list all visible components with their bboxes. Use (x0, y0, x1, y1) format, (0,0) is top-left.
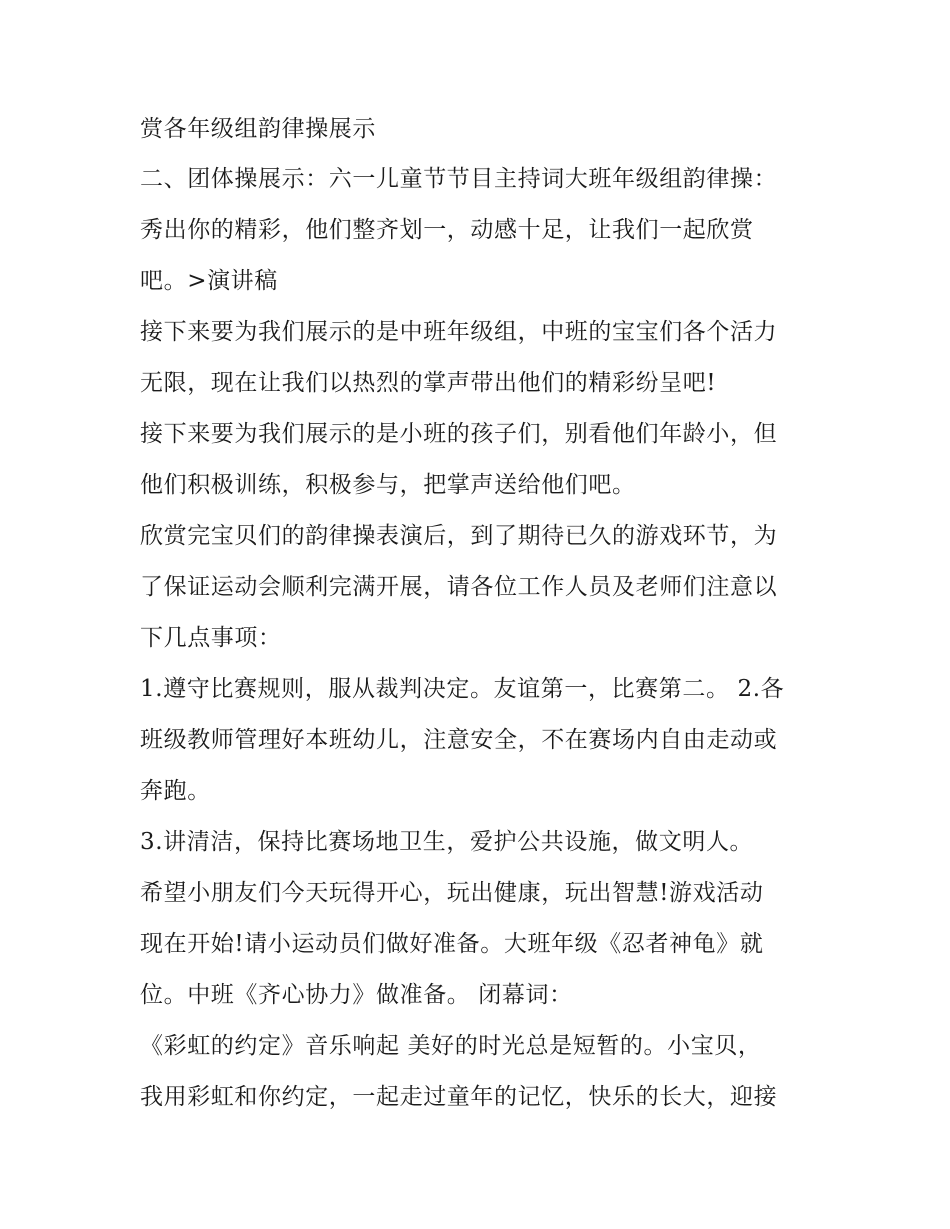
text-line: 二、团体操展示：六一儿童节节目主持词大班年级组韵律操： (140, 166, 778, 192)
text-line: 位。中班《齐心协力》做准备。 闭幕词： (140, 982, 573, 1008)
text-line: 秀出你的精彩，他们整齐划一，动感十足，让我们一起欣赏 (140, 217, 754, 243)
text-line: 他们积极训练，积极参与，把掌声送给他们吧。 (140, 472, 636, 498)
text-line: 希望小朋友们今天玩得开心，玩出健康，玩出智慧!游戏活动 (140, 880, 764, 906)
text-line: 接下来要为我们展示的是小班的孩子们，别看他们年龄小，但 (140, 421, 778, 447)
text-line: 3.讲清洁，保持比赛场地卫生，爱护公共设施，做文明人。 (140, 829, 754, 855)
text-line: 接下来要为我们展示的是中班年级组，中班的宝宝们各个活力 (140, 319, 778, 345)
text-line: 吧。>演讲稿 (140, 268, 278, 294)
text-line: 赏各年级组韵律操展示 (140, 116, 376, 142)
text-line: 欣赏完宝贝们的韵律操表演后，到了期待已久的游戏环节，为 (140, 523, 778, 549)
text-line: 1.遵守比赛规则，服从裁判决定。友谊第一，比赛第二。 2.各 (140, 676, 785, 702)
text-line: 奔跑。 (140, 778, 211, 804)
text-line: 了保证运动会顺利完满开展，请各位工作人员及老师们注意以 (140, 574, 778, 600)
text-line: 《彩虹的约定》音乐响起 美好的时光总是短暂的。小宝贝， (140, 1033, 762, 1059)
text-line: 班级教师管理好本班幼儿，注意安全，不在赛场内自由走动或 (140, 727, 778, 753)
text-line: 现在开始!请小运动员们做好准备。大班年级《忍者神龟》就 (140, 931, 764, 957)
text-line: 下几点事项： (140, 625, 282, 651)
text-line: 无限，现在让我们以热烈的掌声带出他们的精彩纷呈吧! (140, 370, 717, 396)
text-line: 我用彩虹和你约定，一起走过童年的记忆，快乐的长大，迎接 (140, 1084, 778, 1110)
